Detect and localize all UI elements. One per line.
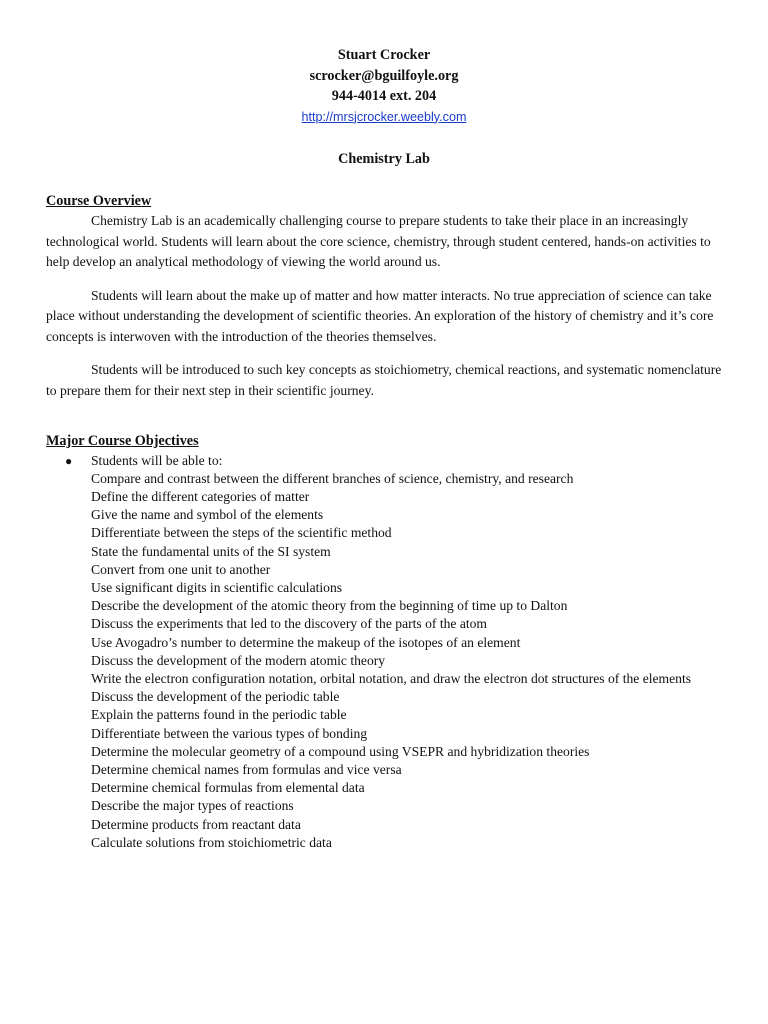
objective-item: Define the different categories of matter: [91, 488, 310, 504]
overview-paragraph-1: Chemistry Lab is an academically challenging course to prepare students to take their place in an increasingly technological world. Students will learn about the core science, chemistry, through student centered, hands-on activities to help develop an analytical methodology of viewing the world around us.: [46, 213, 711, 269]
objective-item: Determine the molecular geometry of a compound using VSEPR and hybridization theories: [91, 743, 590, 759]
course-title: Chemistry Lab: [338, 151, 430, 167]
objective-item: Differentiate between the steps of the scientific method: [91, 525, 392, 541]
objective-item: Determine products from reactant data: [91, 816, 301, 832]
objective-lines: [46, 470, 722, 852]
objective-item: Determine chemical formulas from elemental data: [91, 780, 365, 796]
overview-paragraph-3: Students will be introduced to such key concepts as stoichiometry, chemical reactions, and systematic nomenclature to prepare them for their next step in their scientific journey.: [46, 362, 722, 398]
contact-header: [46, 45, 722, 127]
objective-item: Use significant digits in scientific calculations: [91, 579, 343, 595]
author-phone: 944-4014 ext. 204: [331, 88, 437, 104]
objective-item: Explain the patterns found in the periodic table: [91, 707, 347, 723]
objectives-intro-item: [46, 452, 722, 470]
overview-paragraph-2: Students will learn about the make up of matter and how matter interacts. No true appreciation of science can take place without understanding the development of scientific theories. An exploration of the history of chemistry and it’s core concepts is interwoven with the introduction of the theories themselves.: [46, 287, 714, 344]
author-name: Stuart Crocker: [337, 47, 431, 63]
objective-item: Give the name and symbol of the elements: [91, 507, 324, 523]
course-overview-heading: Course Overview: [46, 192, 152, 209]
objective-item: Determine chemical names from formulas and vice versa: [91, 761, 402, 777]
objective-item: Compare and contrast between the different branches of science, chemistry, and research: [91, 470, 574, 486]
bullet-icon: ●: [65, 453, 73, 468]
objective-item: Discuss the development of the periodic table: [91, 689, 340, 705]
course-overview-body: [46, 211, 722, 401]
website-link[interactable]: http://mrsjcrocker.weebly.com: [301, 109, 467, 124]
objectives-list: [46, 452, 722, 470]
objective-item: Discuss the development of the modern atomic theory: [91, 652, 386, 668]
objectives-heading: Major Course Objectives: [46, 433, 199, 449]
objective-item: Describe the major types of reactions: [91, 798, 294, 814]
objective-item: Discuss the experiments that led to the discovery of the parts of the atom: [91, 616, 488, 632]
objective-item: State the fundamental units of the SI system: [91, 543, 331, 559]
objective-item: Differentiate between the various types of bonding: [91, 725, 368, 741]
author-email: scrocker@bguilfoyle.org: [309, 67, 459, 84]
objective-item: Convert from one unit to another: [91, 561, 271, 577]
objective-item: Write the electron configuration notation, orbital notation, and draw the electron dot structures of the elements: [91, 670, 692, 686]
objectives-intro: Students will be able to:: [91, 452, 223, 468]
objective-item: Describe the development of the atomic theory from the beginning of time up to Dalton: [91, 598, 568, 614]
objective-item: Calculate solutions from stoichiometric data: [91, 834, 332, 850]
objective-item: Use Avogadro’s number to determine the makeup of the isotopes of an element: [91, 634, 521, 650]
